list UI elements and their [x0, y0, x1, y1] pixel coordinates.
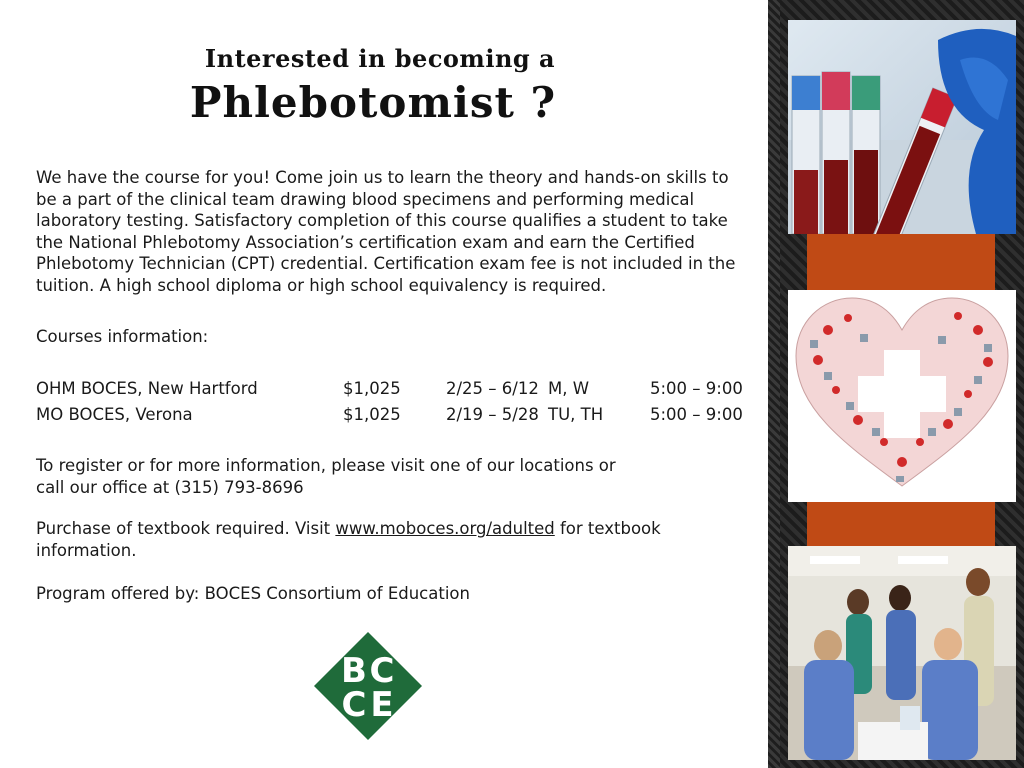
logo-diamond [314, 632, 422, 740]
heading-title: Phlebotomist ? [189, 78, 557, 127]
image-sidebar [780, 0, 1024, 768]
course-time: 5:00 – 9:00 [650, 379, 743, 398]
course-dates: 2/19 – 5/28 [446, 405, 539, 424]
bcce-logo [312, 630, 424, 742]
orange-panel [807, 500, 995, 550]
blood-tubes-photo [788, 20, 1016, 234]
register-line-2: call our office at (315) 793-8696 [36, 477, 304, 497]
course-location: MO BOCES, Verona [36, 405, 193, 424]
register-info [36, 455, 751, 498]
register-line-1: To register or for more information, please visit one of our locations or [36, 456, 616, 475]
heading-line-1: Interested in becoming a [204, 44, 556, 73]
course-days: TU, TH [548, 405, 604, 424]
page-divider [768, 0, 780, 768]
intro-paragraph: We have the course for you! Come join us to learn the theory and hands-on skills to be a part of the clinical team drawing blood specimens and performing medical laboratory testing. Satisfactory completion of this course qualifies a student to take the National Phlebotomy Association’s certification exam and earn the Certified Phlebotomy Technician (CPT) credential. Certification exam fee is not included in the tuition. A high school diploma or high school equivalency is required. [36, 168, 736, 295]
textbook-text-end: for textbook information. [36, 519, 661, 560]
program-offered-by: Program offered by: BOCES Consortium of Education [36, 584, 470, 603]
course-row [36, 405, 756, 429]
orange-panel [807, 232, 995, 294]
courses-heading: Courses information: [36, 327, 209, 346]
heart-medical-icons-image [788, 290, 1016, 502]
course-row [36, 379, 756, 403]
course-price: $1,025 [343, 405, 401, 424]
textbook-info [36, 518, 751, 561]
course-price: $1,025 [343, 379, 401, 398]
students-lab-photo [788, 546, 1016, 760]
course-dates: 2/25 – 6/12 [446, 379, 539, 398]
textbook-text: Purchase of textbook required. Visit [36, 519, 336, 538]
logo-letter: C [341, 685, 367, 725]
logo-letter: E [370, 685, 394, 725]
course-time: 5:00 – 9:00 [650, 405, 743, 424]
course-location: OHM BOCES, New Hartford [36, 379, 258, 398]
logo-letter: B [341, 651, 367, 691]
textbook-link[interactable]: www.moboces.org/adulted [335, 519, 555, 538]
logo-letter: C [369, 651, 395, 691]
course-days: M, W [548, 379, 590, 398]
